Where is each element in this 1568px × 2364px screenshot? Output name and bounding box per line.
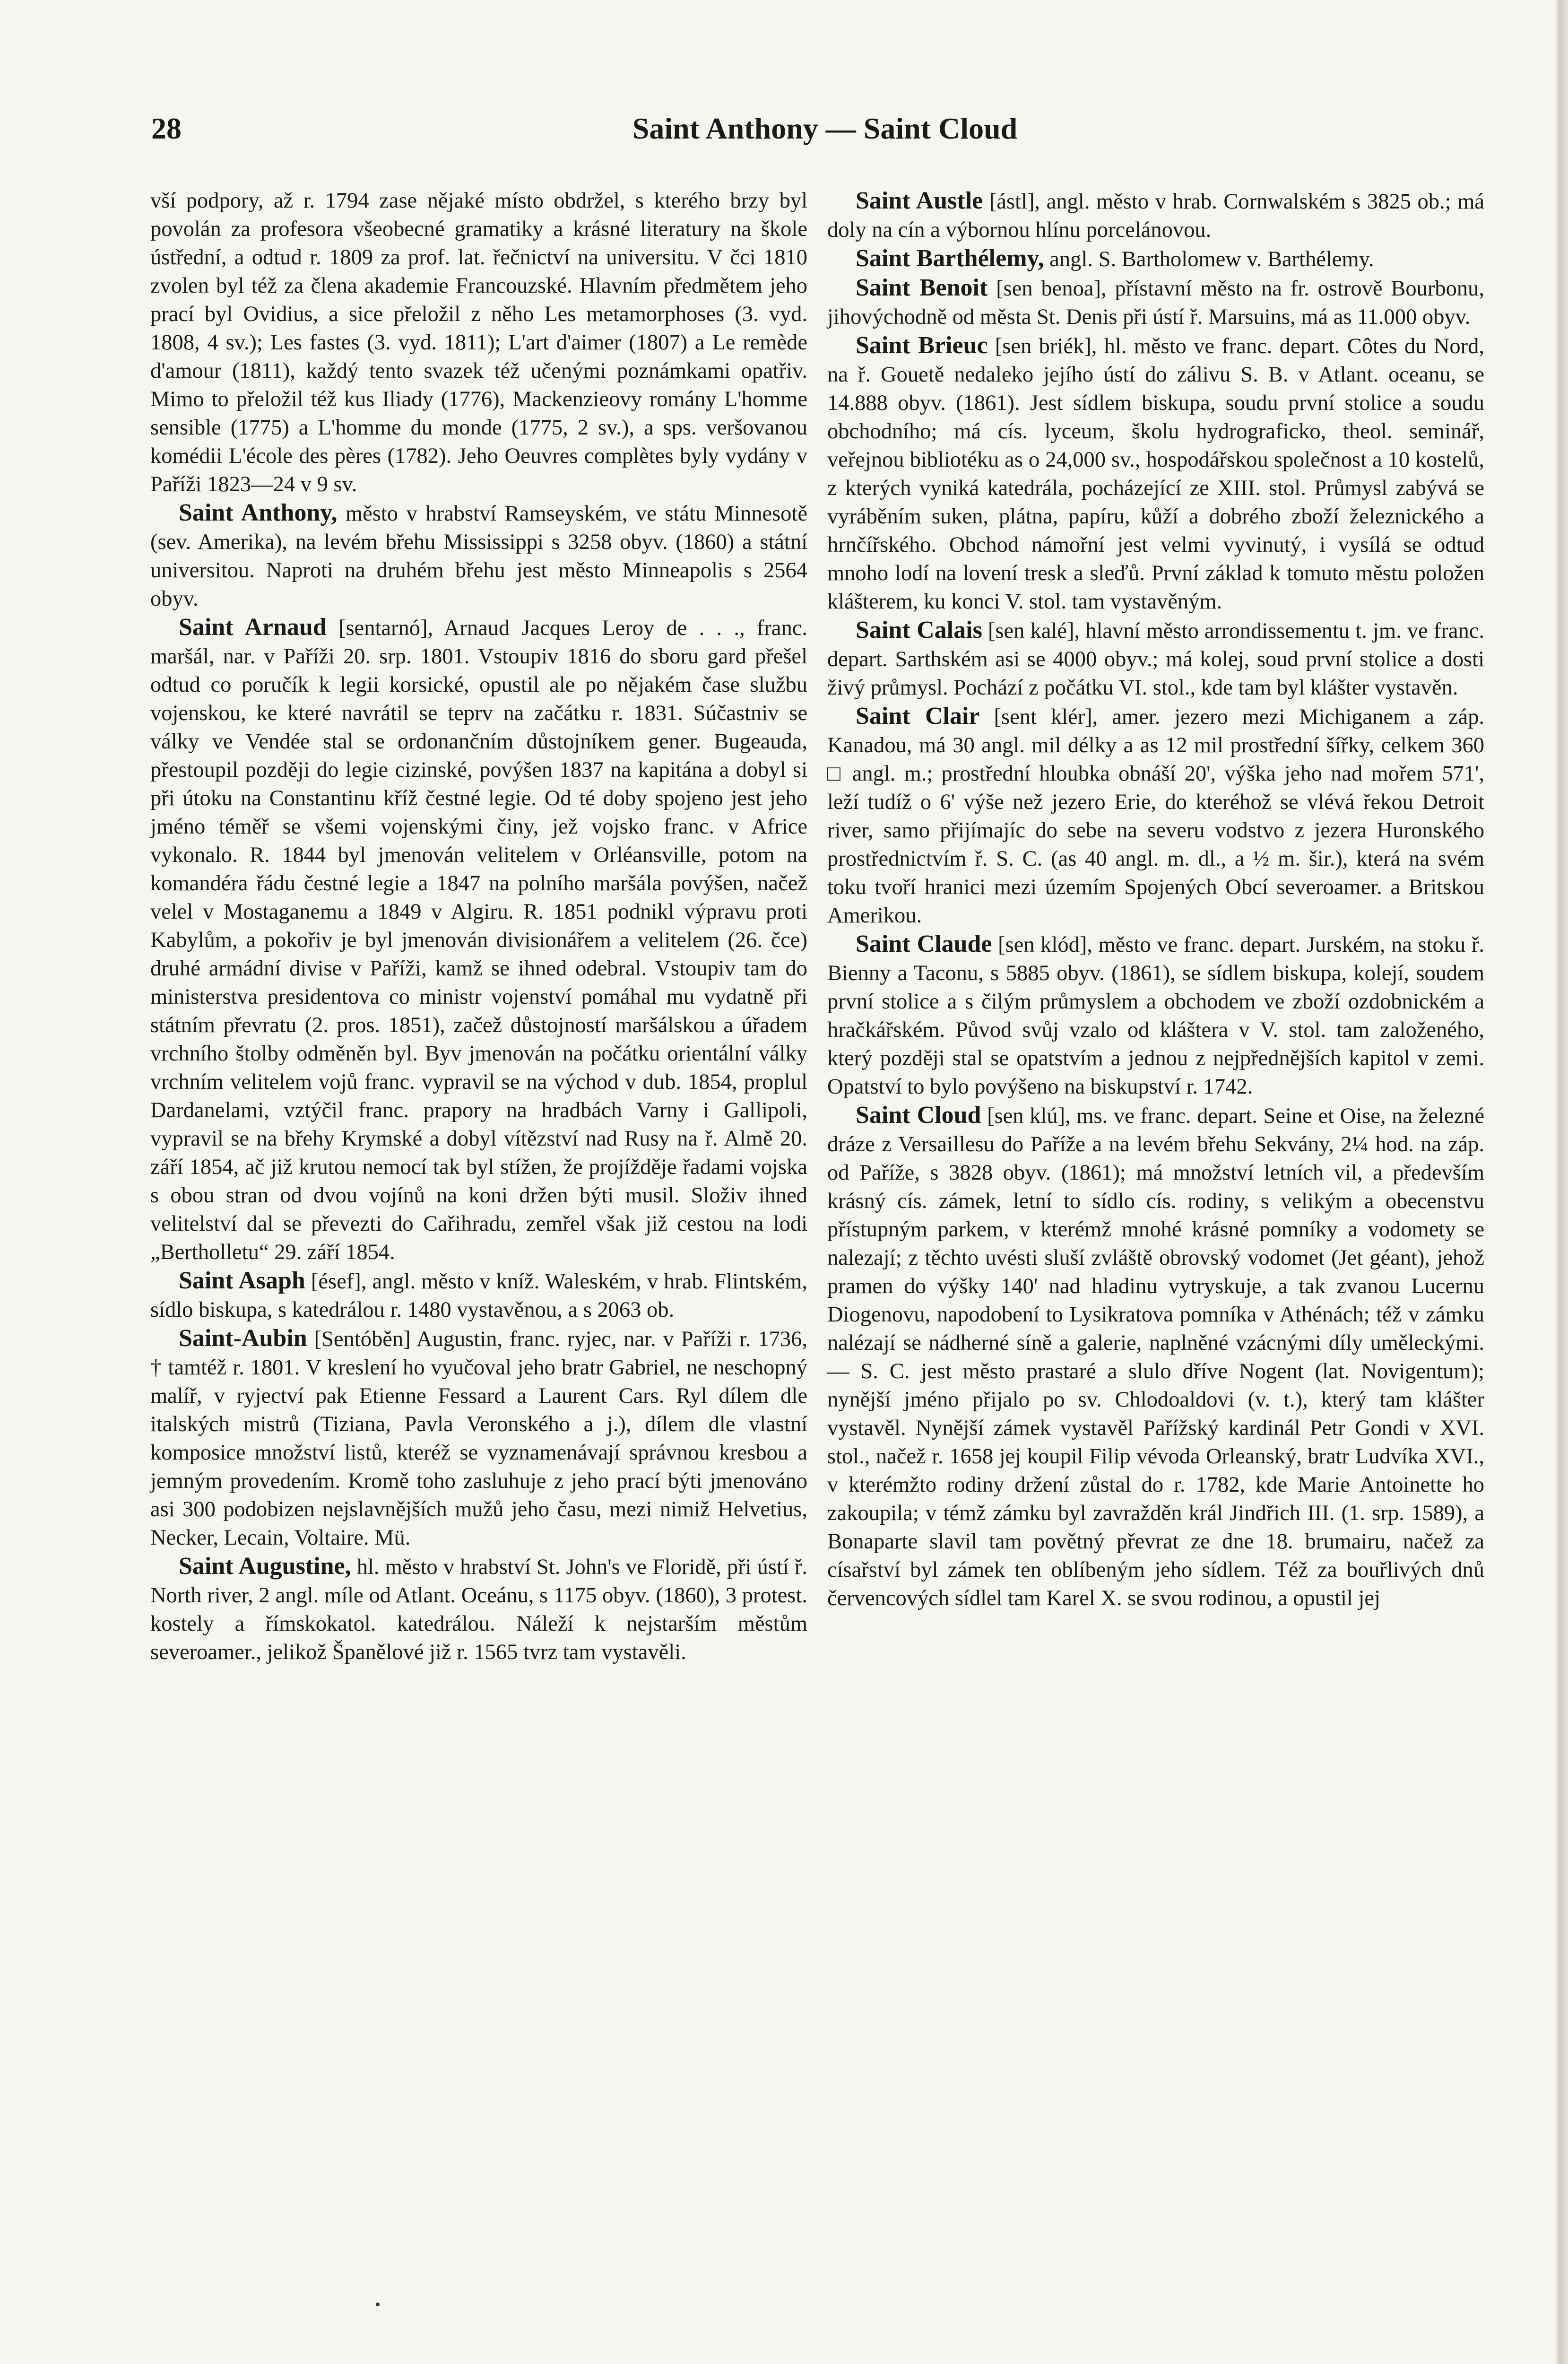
entry-text: [sentarnó], Arnaud Jacques Leroy de . . ., franc. maršál, nar. v Paříži 20. srp. 1801. Vstoupiv 1816 do sboru gard přešel odtud co poručík k legii korsické, opustil ale po nějakém čase službu vojenskou, ke které navrátil se teprv na začátku r. 1831. Súčastniv se války ve Vendée stal se ordonančním důstojníkem gener. Bugeauda, přestoupil později do legie cizinské, povýšen 1837 na kapitána a dobyl si při útoku na Constantinu kříž čestné legie. Od té doby spojeno jest jeho jméno téměř se všemi vojenskými činy, jež vojsko franc. v Africe vykonalo. R. 1844 byl jmenován velitelem v Orléansville, potom na komandéra řádu čestné legie a 1847 na polního maršála povýšen, načež velel v Mostaganemu a 1849 v Algiru. R. 1851 podnikl výpravu proti Kabylům, a pokořiv je byl jmenován divisionářem a velitelem (26. čce) druhé armádní divise v Paříži, kamž se ihned odebral. Vstoupiv tam do ministerstva presidentova co ministr vojenství pomáhal mu vydatně při státním převratu (2. pros. 1851), začež důstojností maršálskou a úřadem vrchního štolby odměněn byl. Byv jmenován na počátku orientální války vrchním velitelem vojů franc. vypravil se na východ v dub. 1854, proplul Dardanelami, vztýčil franc. prapory na hradbách Varny i Gallipoli, vypravil se na břehy Krymské a dobyl vítězství nad Rusy na ř. Almě 20. září 1854, ač již krutou nemocí tak byl stížen, že projížděje řadami vojska s obou stran od dvou vojínů na koni držen býti musil. Složiv ihned velitelství dal se převezti do Cařihradu, zemřel však již cestou na lodi „Bertholletu“ 29. září 1854. — [150, 616, 807, 1264]
dictionary-entry — [827, 702, 1484, 930]
entry-headword: Saint Calais — [856, 617, 982, 643]
ink-dot — [376, 2303, 380, 2306]
entry-text: [sen briék], hl. město ve franc. depart. Côtes du Nord, na ř. Gouetě nedaleko jejího ústí do zálivu S. B. v Atlant. oceanu, se 14.888 obyv. (1861). Jest sídlem biskupa, soudu první stolice a soudu obchodního; má cís. lyceum, školu hydrograficko, theol. seminář, veřejnou bibliotéku as o 24,000 sv., hospodářskou společnost a 10 kostelů, z kterých vyniká katedrála, pocházející ze XIII. stol. Průmysl zabývá se vyráběním suken, plátna, papíru, kůží a dobrého zboží železnického a hrnčířského. Obchod námořní jest velmi vyvinutý, i vysílá se odtud mnoho lodí na lovení tresk a sleďů. První základ k tomuto městu položen klášterem, ku konci V. stol. tam vystavěným. — [827, 334, 1485, 614]
dictionary-entry — [827, 930, 1484, 1101]
dictionary-entry — [827, 244, 1484, 274]
dictionary-entry — [150, 499, 807, 613]
entry-headword: Saint Benoit — [856, 274, 988, 301]
entry-text: [Sentóběn] Augustin, franc. ryjec, nar. v Paříži r. 1736, † tamtéž r. 1801. V kreslení ho vyučoval jeho bratr Gabriel, ne neschopný malíř, v ryjectví pak Etienne Fessard a Laurent Cars. Ryl dílem dle italských mistrů (Tiziana, Pavla Veronského a j.), dílem dle vlastní komposice množství listů, kteréž se vyznamenávají správnou kresbou a jemným provedením. Kromě toho zasluhuje z jeho prací býti jmenováno asi 300 podobizen nejslavnějších mužů jeho času, mezi nimiž Helvetius, Necker, Lecain, Voltaire. Mü. — [150, 1327, 807, 1550]
page-number: 28 — [151, 112, 182, 145]
entry-headword: Saint Austle — [856, 187, 983, 214]
entry-text: angl. S. Bartholomew v. Barthélemy. — [1049, 247, 1374, 271]
entry-headword: Saint Augustine, — [179, 1553, 351, 1580]
running-title: Saint Anthony — Saint Cloud — [632, 112, 1018, 145]
dictionary-entry — [827, 616, 1484, 702]
entry-headword: Saint Anthony, — [179, 499, 338, 526]
entry-text: [ésef], angl. město v kníž. Waleském, v hrab. Flintském, sídlo biskupa, s katedrálou r. 1480 vystavěnou, a s 2063 ob. — [150, 1269, 808, 1322]
dictionary-entry — [827, 1101, 1484, 1613]
entry-headword: Saint Cloud — [856, 1102, 981, 1129]
dictionary-entry — [150, 1552, 807, 1667]
dictionary-entry — [150, 1324, 807, 1552]
entry-text: [sent klér], amer. jezero mezi Michiganem a záp. Kanadou, má 30 angl. mil délky a as 12 mil prostřední šířky, celkem 360 □ angl. m.; prostřední hloubka obnáší 20', výška jeho nad mořem 571', leží tudíž o 6' výše než jezero Erie, do kteréhož se vlévá řekou Detroit river, samo přijímajíc do sebe na severu vodstvo z jezera Huronského prostřednictvím ř. S. C. (as 40 angl. m. dl., a ½ m. šir.), která na svém toku tvoří hranici mezi územím Spojených Obcí severoamer. a Britskou Amerikou. — [827, 705, 1484, 928]
page-edge — [1555, 0, 1568, 2364]
entry-headword: Saint Arnaud — [179, 614, 327, 641]
entry-text: [ástl], angl. město v hrab. Cornwalském s 3825 ob.; má doly na cín a výbornou hlínu porcelánovou. — [827, 190, 1485, 242]
entry-headword: Saint-Aubin — [179, 1325, 307, 1352]
entry-text: [sen benoa], přístavní město na fr. ostrově Bourbonu, jihovýchodně od města St. Denis při ústí ř. Marsuins, má as 11.000 obyv. — [827, 277, 1484, 329]
dictionary-entry — [150, 1267, 807, 1324]
dictionary-entry — [150, 613, 807, 1267]
entry-headword: Saint Asaph — [179, 1267, 305, 1294]
page-header — [151, 111, 1499, 158]
entry-headword: Saint Clair — [856, 703, 980, 730]
entry-headword: Saint Barthélemy, — [856, 245, 1044, 272]
entry-text: [sen klú], ms. ve franc. depart. Seine et Oise, na železné dráze z Versaillesu do Paříže a na levém břehu Sekvány, 2¼ hod. na záp. od Paříže, s 3828 obyv. (1861); má množství letních vil, a především krásný cís. zámek, letní to sídlo cís. rodiny, s velikým a obecenstvu přístupným parkem, v kterémž mnohé krásné pomníky a vodomety se nalezají; z těchto uvésti sluší zvláště obrovský vodomet (Jet géant), jehož pramen do výšky 140' nad hladinu vytryskuje, a tak zvanou Lucernu Diogenovu, napodobení to Lysikratova pomníka v Athénách; též v zámku nalézají se nádherné síně a galerie, naplněné vzácnými díly uměleckými. — S. C. jest město prastaré a slulo dříve Nogent (lat. Novigentum); nynější jméno přijalo po sv. Chlodoaldovi (v. t.), který tam klášter vystavěl. Nynější zámek vystavěl Pařížský kardinál Petr Gondi v XVI. stol., načež r. 1658 jej koupil Filip vévoda Orleanský, bratr Ludvíka XVI., v kterémžto rodiny držení zůstal do r. 1782, kde Marie Antoinette ho zakoupila; v témž zámku byl zavražděn král Jindřich III. (1. srp. 1589), a Bonaparte slavil tam povětný převrat ze dne 18. brumairu, načež za císařství byl zámek ten oblíbeným jeho sídlem. Též za bouřlivých dnů červencových sídlel tam Karel X. se svou rodinou, a opustil jej — [827, 1104, 1485, 1610]
left-column — [150, 187, 807, 1667]
entry-text: [sen klód], město ve franc. depart. Jurském, na stoku ř. Bienny a Taconu, s 5885 obyv. (1861), se sídlem biskupa, kolejí, soudem první stolice a s čilým průmyslem a obchodem ve zboží ozdobnickém a hračkářském. Původ svůj vzalo od kláštera v V. stol. tam založeného, který později stal se opatstvím a jednou z nejpřednějších kapitol v zemi. Opatství to bylo povýšeno na biskupství r. 1742. — [827, 933, 1485, 1099]
dictionary-entry — [827, 274, 1484, 331]
dictionary-entry — [150, 187, 807, 499]
entry-headword: Saint Brieuc — [856, 332, 988, 359]
entry-text: hl. město v hrabství St. John's ve Floridě, při ústí ř. North river, 2 angl. míle od Atlant. Oceánu, s 1175 obyv. (1860), 3 protest. kostely a římskokatol. katedrálou. Náleží k nejstarším městům severoamer., jelikož Španělové již r. 1565 tvrz tam vystavěli. — [150, 1555, 807, 1664]
entry-headword: Saint Claude — [856, 930, 992, 957]
dictionary-entry — [827, 187, 1484, 244]
entry-text: vší podpory, až r. 1794 zase nějaké místo obdržel, s kterého brzy byl povolán za profesora všeobecné gramatiky a krásné literatury na škole ústřední, a odtud r. 1809 za prof. lat. řečnictví na universitu. V čci 1810 zvolen byl též za člena akademie Francouzské. Hlavním předmětem jeho prací byl Ovidius, a sice přeložil z něho Les metamorphoses (3. vyd. 1808, 4 sv.); Les fastes (3. vyd. 1811); L'art d'aimer (1807) a Le remède d'amour (1811), každý tento svazek též učenými poznámkami opatřiv. Mimo to přeložil též kus Iliady (1776), Mackenzieovy romány L'homme sensible (1775) a L'homme du monde (1775, 2 sv.), a sps. veršovanou komédii L'école des pères (1782). Jeho Oeuvres complètes byly vydány v Paříži 1823—24 v 9 sv. — [150, 189, 807, 496]
entry-text: město v hrabství Ramseyském, ve státu Minnesotě (sev. Amerika), na levém břehu Mississippi s 3258 obyv. (1860) a státní universitou. Naproti na druhém břehu jest město Minneapolis s 2564 obyv. — [150, 502, 807, 611]
right-column — [827, 187, 1484, 1613]
dictionary-entry — [827, 331, 1484, 616]
entry-text: [sen kalé], hlavní město arrondissementu t. jm. ve franc. depart. Sarthském asi se 4000 obyv.; má kolej, soud první stolice a dosti živý průmysl. Pochází z počátku VI. stol., kde tam byl klášter vystavěn. — [827, 619, 1484, 700]
